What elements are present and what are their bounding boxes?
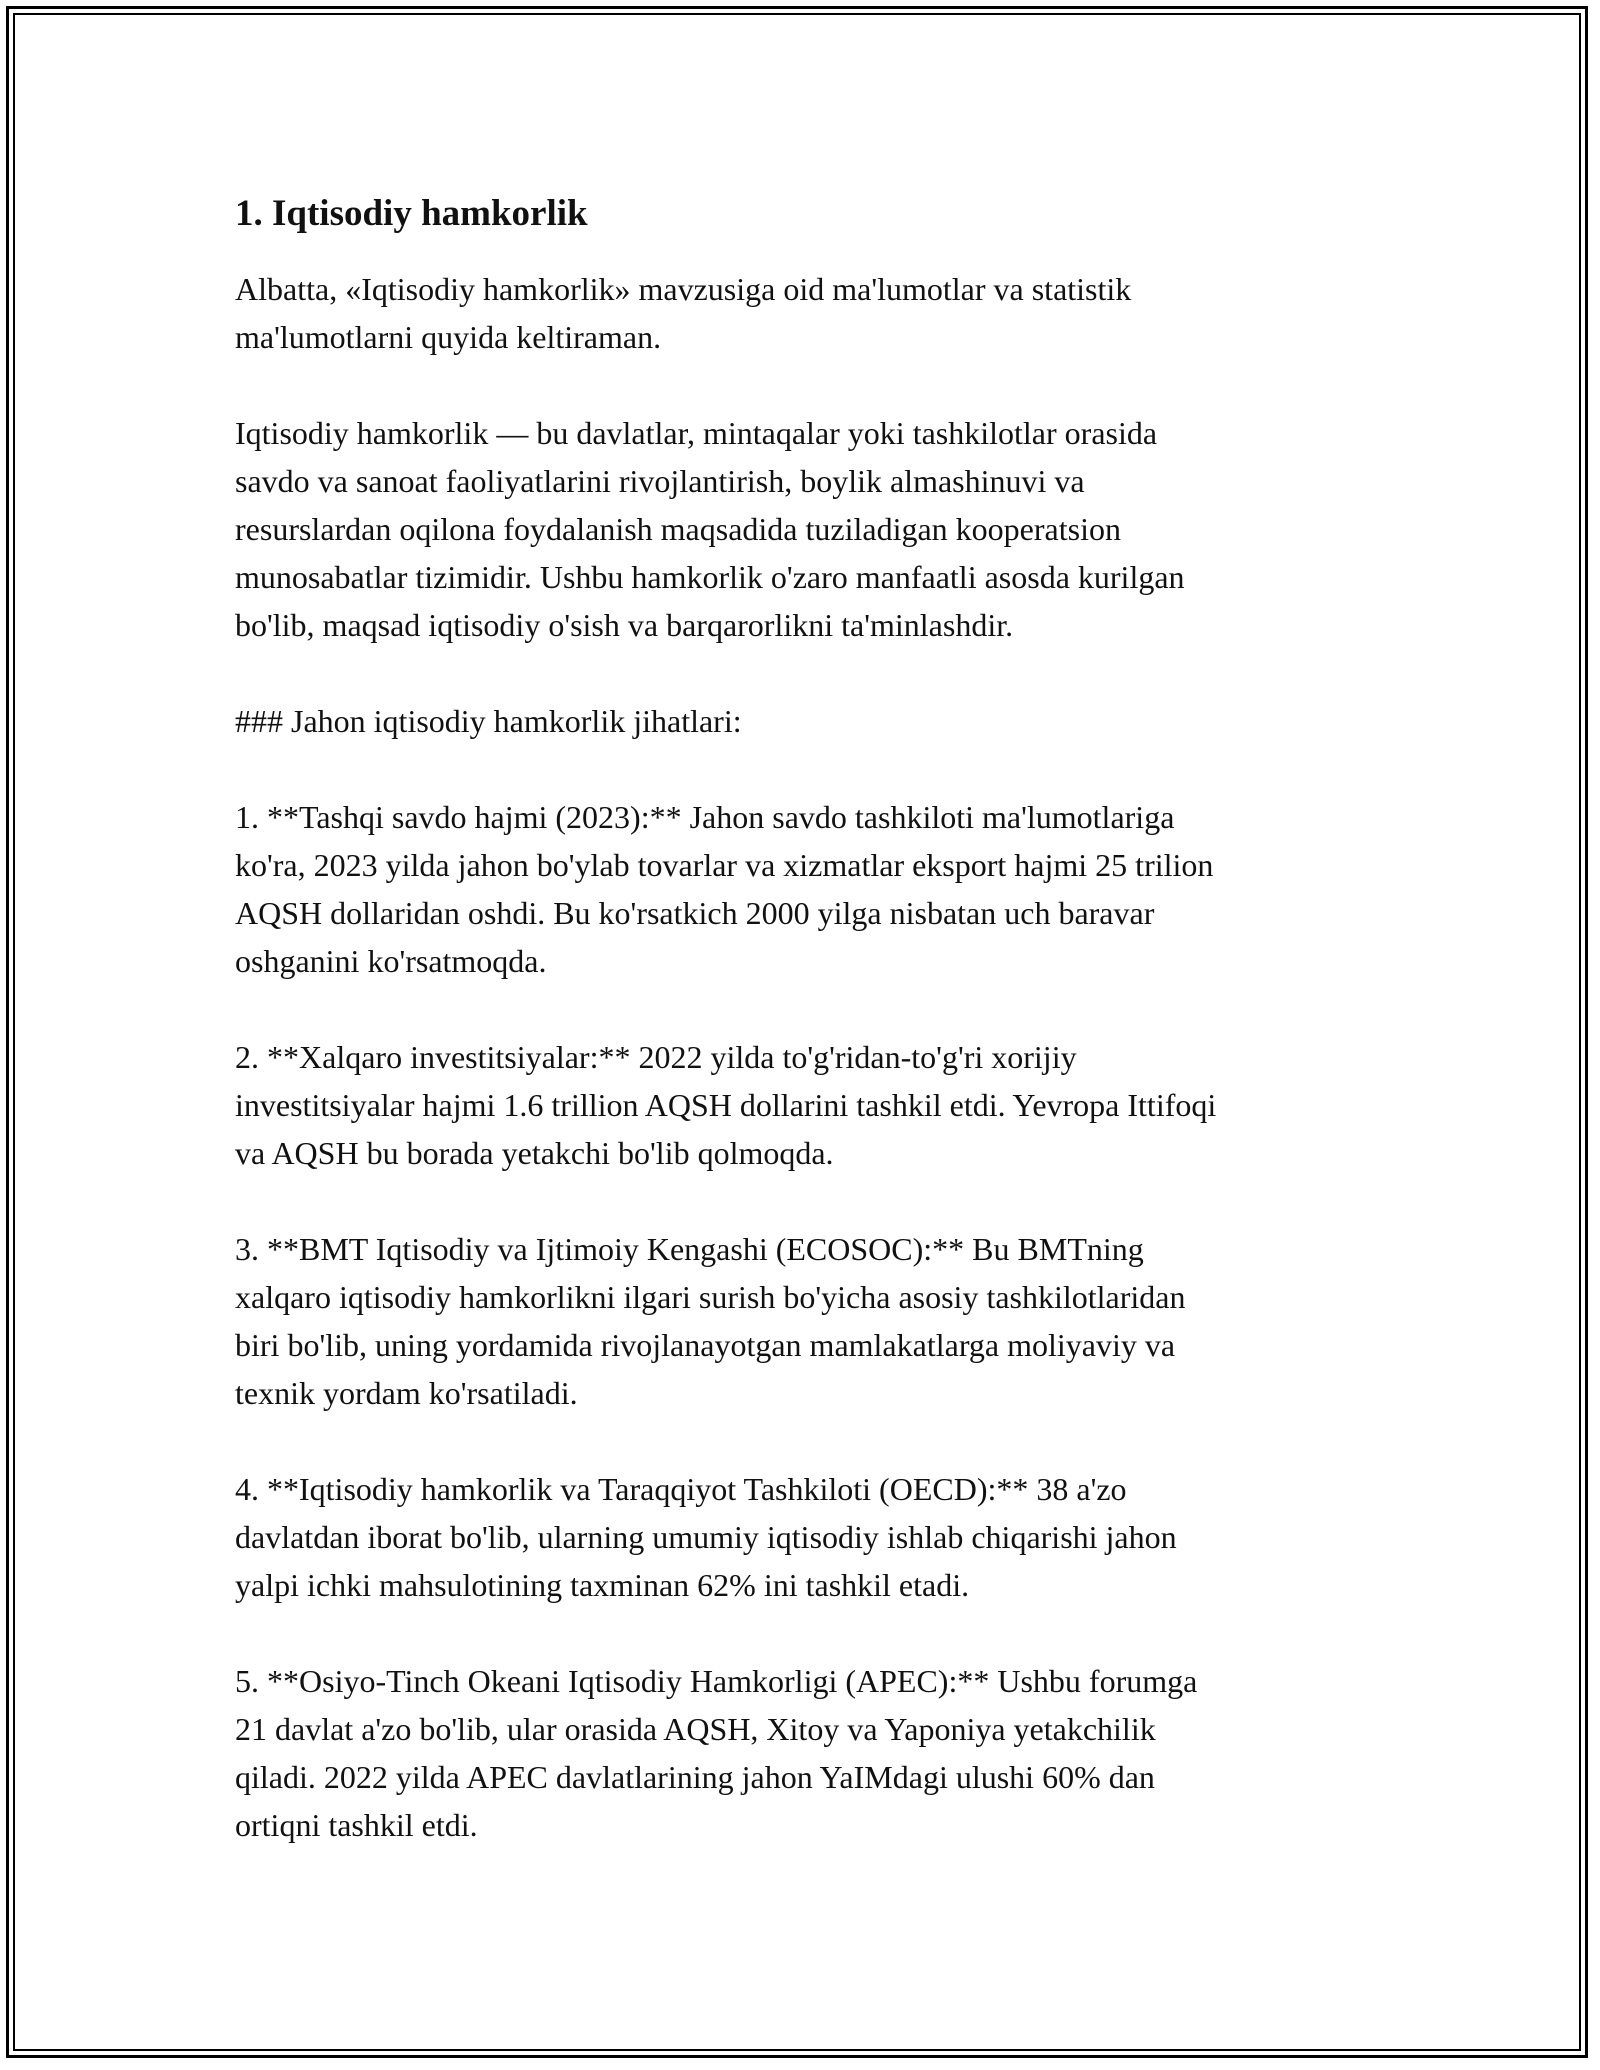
list-item-trade-volume: 1. **Tashqi savdo hajmi (2023):** Jahon savdo tashkiloti ma'lumotlariga ko'ra, 2023 yilda jahon bo'ylab tovarlar va xizmatlar eksport hajmi 25 trilion AQSH dollaridan oshdi. Bu ko'rsatkich 2000 yilga nisbatan uch baravar oshganini ko'rsatmoqda. xyxy=(235,799,1214,979)
list-item-oecd: 4. **Iqtisodiy hamkorlik va Taraqqiyot Tashkiloti (OECD):** 38 a'zo davlatdan iborat bo'lib, ularning umumiy iqtisodiy ishlab chiqarishi jahon yalpi ichki mahsulotining taxminan 62% ini tashkil etadi. xyxy=(235,1471,1177,1603)
list-item-ecosoc: 3. **BMT Iqtisodiy va Ijtimoiy Kengashi (ECOSOC):** Bu BMTning xalqaro iqtisodiy hamkorlikni ilgari surish bo'yicha asosiy tashkilotlaridan biri bo'lib, uning yordamida rivojlanayotgan mamlakatlarga moliyaviy va texnik yordam ko'rsatiladi. xyxy=(235,1231,1186,1411)
list-item-apec: 5. **Osiyo-Tinch Okeani Iqtisodiy Hamkorligi (APEC):** Ushbu forumga 21 davlat a'zo bo'lib, ular orasida AQSH, Xitoy va Yaponiya yetakchilik qiladi. 2022 yilda APEC davlatlarining jahon YaIMdagi ulushi 60% dan ortiqni tashkil etdi. xyxy=(235,1663,1198,1843)
definition-paragraph: Iqtisodiy hamkorlik — bu davlatlar, mintaqalar yoki tashkilotlar orasida savdo va sanoat faoliyatlarini rivojlantirish, boylik almashinuvi va resurslardan oqilona foydalanish maqsadida tuziladigan kooperatsion munosabatlar tizimidir. Ushbu hamkorlik o'zaro manfaatli asosda kurilgan bo'lib, maqsad iqtisodiy o'sish va barqarorlikni ta'minlashdir. xyxy=(235,415,1185,643)
document-title: 1. Iqtisodiy hamkorlik xyxy=(235,193,588,234)
document-body xyxy=(235,185,1385,1849)
section-heading: ### Jahon iqtisodiy hamkorlik jihatlari: xyxy=(235,703,742,739)
list-item-investments: 2. **Xalqaro investitsiyalar:** 2022 yilda to'g'ridan-to'g'ri xorijiy investitsiyalar hajmi 1.6 trillion AQSH dollarini tashkil etdi. Yevropa Ittifoqi va AQSH bu borada yetakchi bo'lib qolmoqda. xyxy=(235,1039,1217,1171)
intro-paragraph: Albatta, «Iqtisodiy hamkorlik» mavzusiga oid ma'lumotlar va statistik ma'lumotlarni quyida keltiraman. xyxy=(235,271,1132,355)
